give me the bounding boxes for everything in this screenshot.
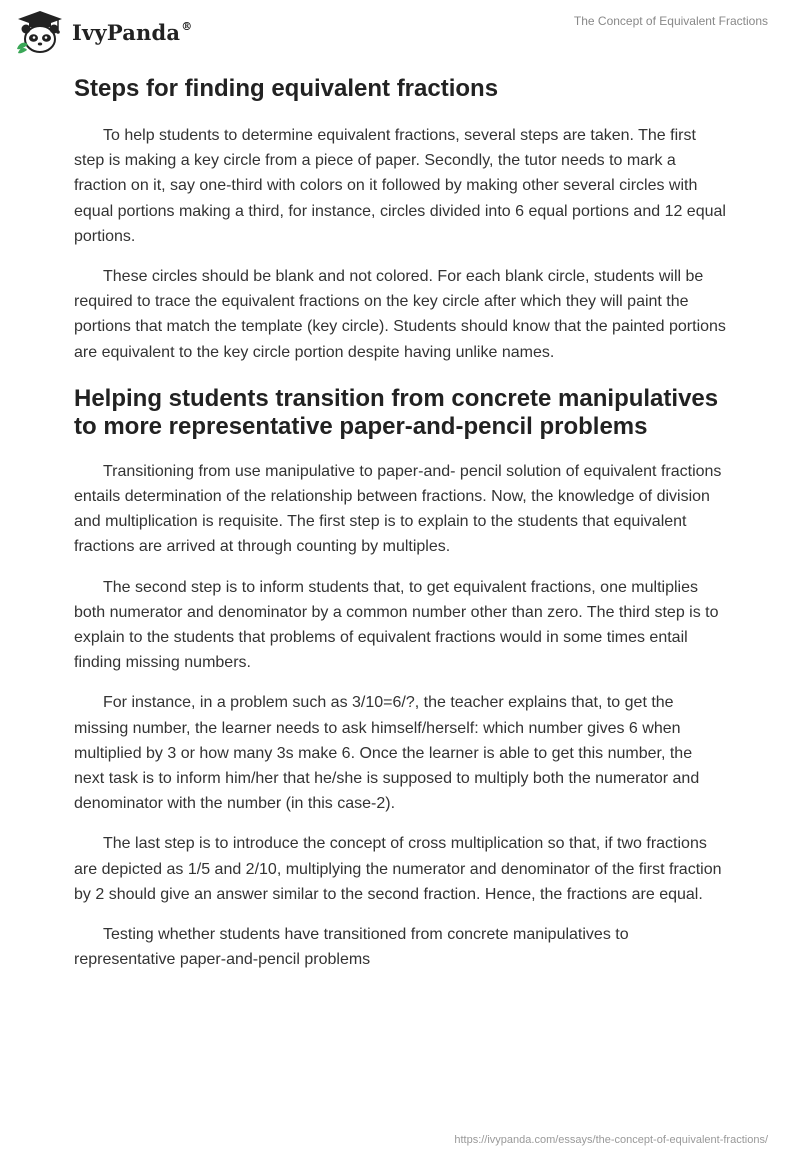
paragraph: The second step is to inform students that, to get equivalent fractions, one multiplies both numerator and denominator by a common number other than zero. The third step is to explain to the students that problems of equivalent fractions would in some times entail finding missing numbers. [74,578,719,672]
panda-graduate-icon [14,9,66,55]
paragraph: Testing whether students have transitioned from concrete manipulatives to representative paper-and-pencil problems [74,926,629,969]
paragraph: The last step is to introduce the concept of cross multiplication so that, if two fractions are depicted as 1/5 and 2/10, multiplying the numerator and denominator of the first fraction by 2 should give an answer similar to the second fraction. Hence, the fractions are equal. [74,835,722,903]
brand-name: IvyPanda® [72,19,193,45]
page-header [0,0,800,70]
article-body [74,72,726,987]
ivypanda-logo[interactable] [14,8,192,56]
section-heading-steps: Steps for finding equivalent fractions [74,75,499,102]
source-url[interactable]: https://ivypanda.com/essays/the-concept-of-equivalent-fractions/ [454,1134,768,1146]
section-heading-transition: Helping students transition from concrete manipulatives to more representative paper-and-pencil problems [74,384,719,440]
paragraph: These circles should be blank and not colored. For each blank circle, students will be required to trace the equivalent fractions on the key circle after which they will paint the portions that match the template (key circle). Students should know that the painted portions are equivalent to the key circle portion despite having unlike names. [74,268,726,361]
paragraph: For instance, in a problem such as 3/10=6/?, the teacher explains that, to get the missing number, the learner needs to ask himself/herself: which number gives 6 when multiplied by 3 or how many 3s make 6. Once the learner is able to get this number, the next task is to inform him/her that he/she is supposed to multiply both the numerator and denominator with the number (in this case-2). [74,694,700,813]
document-title: The Concept of Equivalent Fractions [573,14,768,28]
paragraph: To help students to determine equivalent fractions, several steps are taken. The first step is making a key circle from a piece of paper. Secondly, the tutor needs to mark a fraction on it, say one-third with colors on it followed by making other several circles with equal portions making a third, for instance, circles divided into 6 equal portions and 12 equal portions. [74,127,726,245]
paragraph: Transitioning from use manipulative to paper-and- pencil solution of equivalent fractions entails determination of the relationship between fractions. Now, the knowledge of division and multiplication is requisite. The first step is to explain to the students that equivalent fractions are arrived at through counting by multiples. [74,462,722,556]
